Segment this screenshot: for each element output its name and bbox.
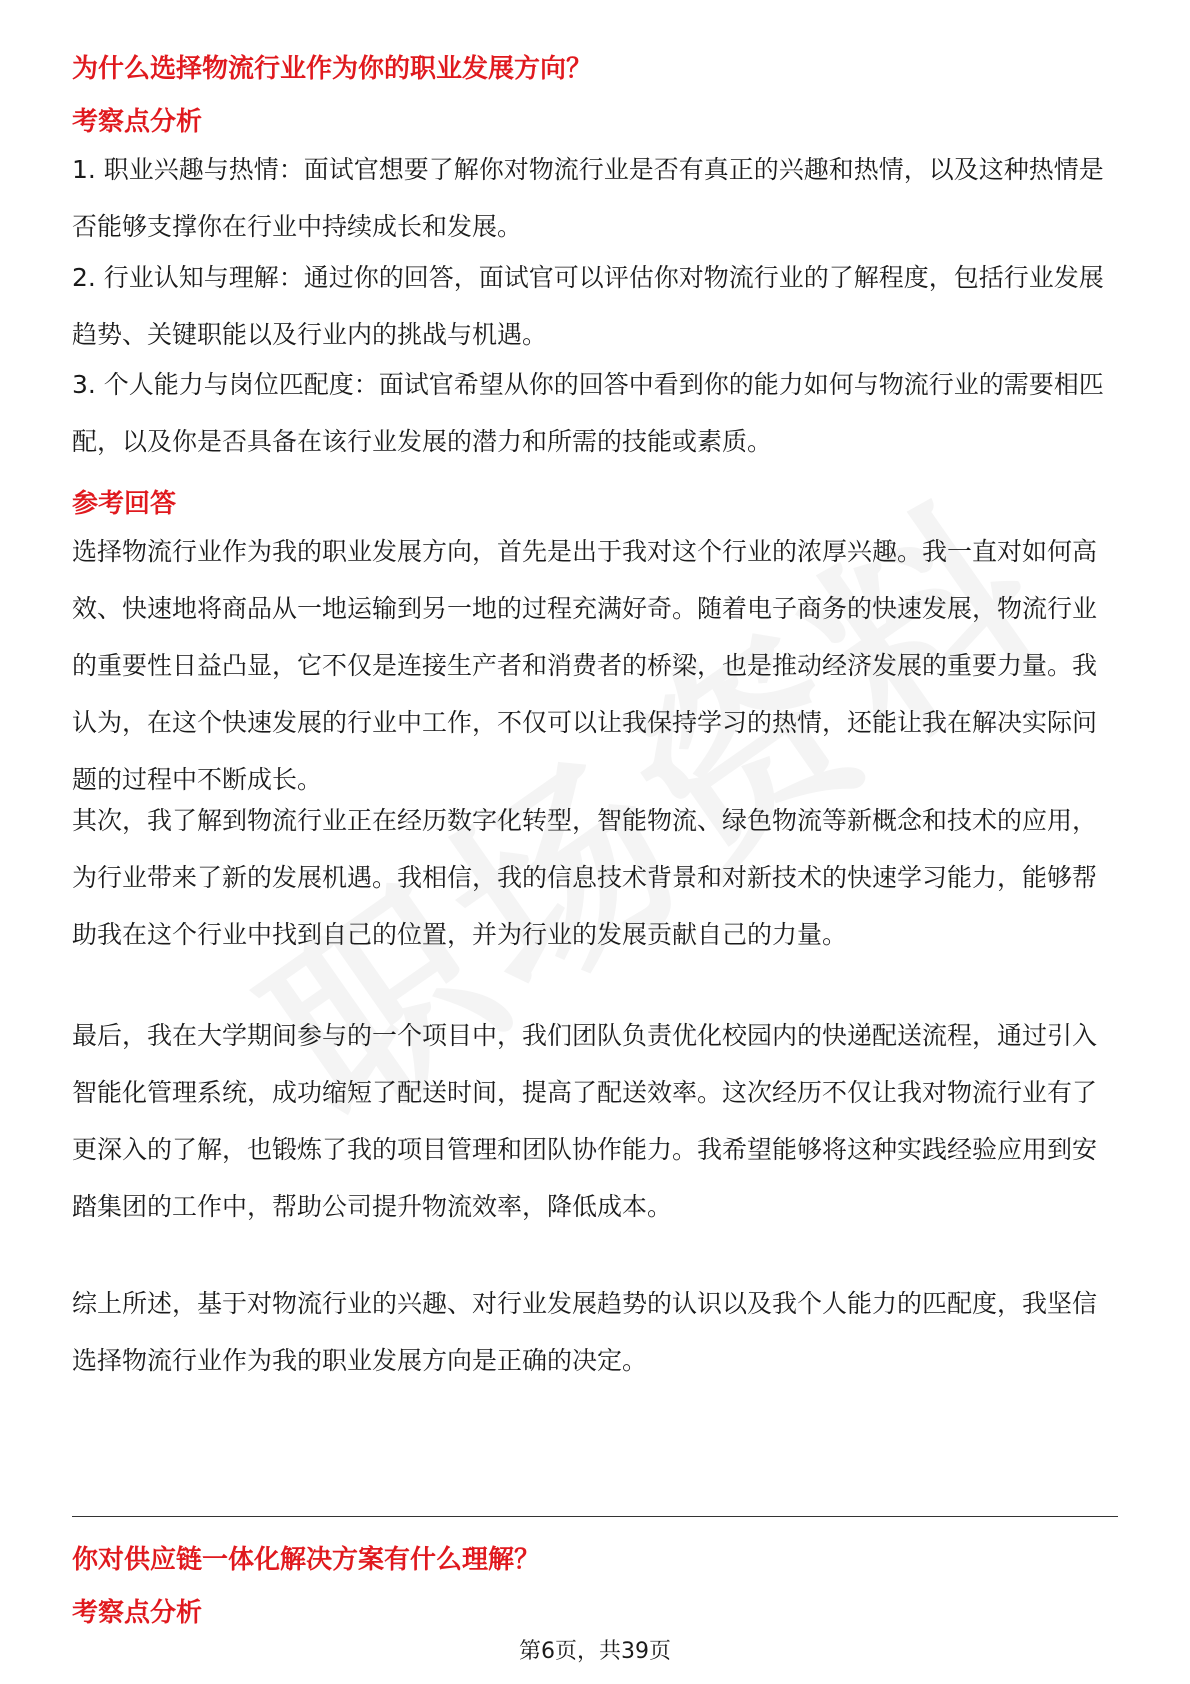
question-1-title: 为什么选择物流行业作为你的职业发展方向？	[72, 54, 593, 84]
section-divider	[72, 1516, 1118, 1517]
q1-answer-paragraph-2: 其次，我了解到物流行业正在经历数字化转型，智能物流、绿色物流等新概念和技术的应用，为行业带来了新的发展机遇。我相信，我的信息技术背景和对新技术的快速学习能力，能够帮助我在这个行业中找到自己的位置，并为行业的发展贡献自己的力量。	[72, 806, 1098, 949]
q1-analysis-point-3: 3. 个人能力与岗位匹配度：面试官希望从你的回答中看到你的能力如何与物流行业的需要相匹配，以及你是否具备在该行业发展的潜力和所需的技能或素质。	[72, 370, 1104, 456]
q1-answer-paragraph-3: 最后，我在大学期间参与的一个项目中，我们团队负责优化校园内的快递配送流程，通过引入智能化管理系统，成功缩短了配送时间，提高了配送效率。这次经历不仅让我对物流行业有了更深入的了解，也锻炼了我的项目管理和团队协作能力。我希望能够将这种实践经验应用到安踏集团的工作中，帮助公司提升物流效率，降低成本。	[72, 1021, 1098, 1221]
q1-analysis-point-2: 2. 行业认知与理解：通过你的回答，面试官可以评估你对物流行业的了解程度，包括行业发展趋势、关键职能以及行业内的挑战与机遇。	[72, 263, 1104, 349]
page-number: 第6页，共39页	[519, 1639, 671, 1664]
q1-answer-paragraph-1: 选择物流行业作为我的职业发展方向，首先是出于我对这个行业的浓厚兴趣。我一直对如何高效、快速地将商品从一地运输到另一地的过程充满好奇。随着电子商务的快速发展，物流行业的重要性日益凸显，它不仅是连接生产者和消费者的桥梁，也是推动经济发展的重要力量。我认为，在这个快速发展的行业中工作，不仅可以让我保持学习的热情，还能让我在解决实际问题的过程中不断成长。	[72, 537, 1098, 794]
q1-analysis-heading: 考察点分析	[72, 107, 203, 137]
q1-answer-paragraph-4: 综上所述，基于对物流行业的兴趣、对行业发展趋势的认识以及我个人能力的匹配度，我坚信选择物流行业作为我的职业发展方向是正确的决定。	[72, 1289, 1098, 1375]
question-2-title: 你对供应链一体化解决方案有什么理解？	[72, 1545, 541, 1575]
q2-analysis-heading: 考察点分析	[72, 1598, 203, 1628]
q1-answer-heading: 参考回答	[72, 489, 177, 519]
q1-analysis-point-1: 1. 职业兴趣与热情：面试官想要了解你对物流行业是否有真正的兴趣和热情，以及这种热情是否能够支撑你在行业中持续成长和发展。	[72, 155, 1104, 241]
